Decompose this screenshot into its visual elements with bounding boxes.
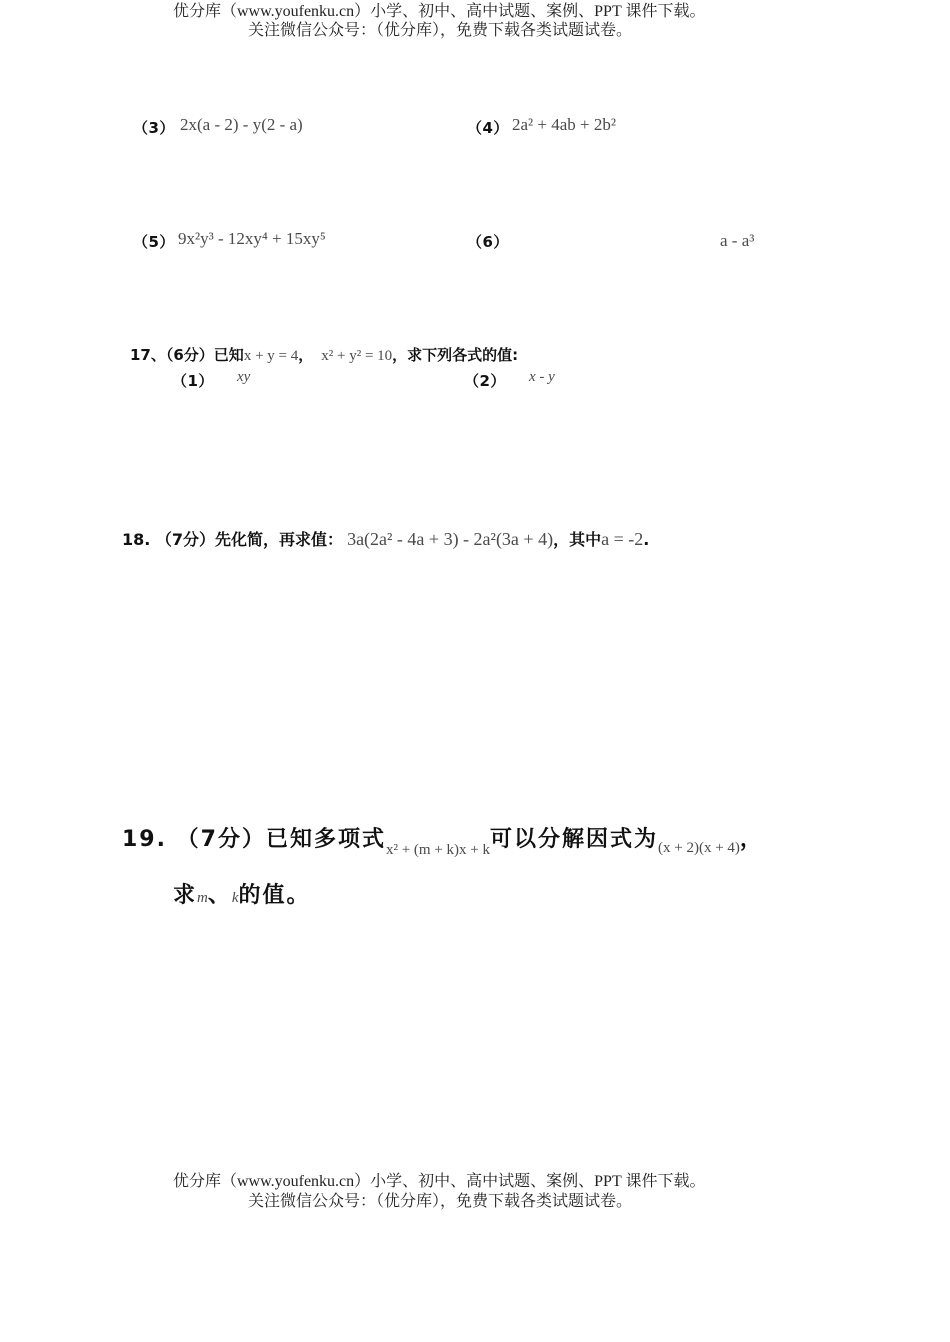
problem-19-comma: ， (739, 827, 764, 852)
item-3-expression: 2x(a - 2) - y(2 - a) (180, 115, 303, 134)
problem-18-mid: ，其中 (553, 530, 602, 549)
problem-17-prefix: 17、（6分）已知 (130, 346, 244, 364)
item-5-label: （5） (133, 233, 175, 251)
problem-17-condition-1: x + y = 4 (243, 348, 299, 364)
problem-17-item-2-label: （2） (464, 372, 506, 390)
item-6-label: （6） (467, 233, 509, 251)
problem-17-statement (130, 344, 518, 365)
problem-17-item-1-label: （1） (172, 372, 214, 390)
problem-19-polynomial: x² + (m + k)x + k (385, 842, 490, 858)
problem-19-middle: 可以分解因式为 (490, 827, 659, 852)
problem-19-variable-m: m (197, 890, 208, 906)
problem-19-line-2-start: 求 (173, 883, 198, 908)
footer-line-1: 优分库（www.youfenku.cn）小学、初中、高中试题、案例、PPT 课件下载。 (173, 1173, 706, 1190)
problem-17-item-2-expression: x - y (529, 369, 555, 385)
problem-18-prefix: 18. （7分）先化简，再求值： (122, 530, 344, 549)
problem-17-separator: ， (298, 346, 314, 364)
problem-17-suffix: ，求下列各式的值: (392, 346, 519, 364)
problem-17-condition-2: x² + y² = 10 (321, 348, 393, 364)
problem-18-expression: 3a(2a² - 4a + 3) - 2a²(3a + 4) (347, 529, 554, 549)
problem-18-end: . (643, 530, 650, 549)
problem-19-line-2-end: 的值。 (238, 883, 311, 908)
problem-19-factored-form: (x + 2)(x + 4) (658, 840, 740, 856)
item-4-expression: 2a² + 4ab + 2b² (512, 115, 616, 134)
problem-19-line-1 (122, 822, 764, 858)
header-line-2: 关注微信公众号：（优分库），免费下载各类试题试卷。 (248, 22, 633, 39)
problem-19-variable-k: k (231, 890, 239, 906)
problem-18-condition: a = -2 (601, 529, 644, 549)
problem-19-separator: 、 (207, 883, 232, 908)
item-4-label: （4） (467, 119, 509, 137)
problem-19-line-2 (173, 878, 311, 909)
header-line-1: 优分库（www.youfenku.cn）小学、初中、高中试题、案例、PPT 课件下载。 (173, 3, 706, 20)
problem-18-statement (122, 527, 649, 550)
problem-17-item-1-expression: xy (237, 369, 251, 385)
item-5-expression: 9x²y³ - 12xy⁴ + 15xy⁵ (178, 229, 326, 248)
item-3-label: （3） (133, 119, 175, 137)
problem-19-prefix: 19. （7分）已知多项式 (122, 827, 386, 852)
item-6-expression: a - a³ (720, 231, 755, 250)
footer-line-2: 关注微信公众号：（优分库），免费下载各类试题试卷。 (248, 1193, 633, 1210)
